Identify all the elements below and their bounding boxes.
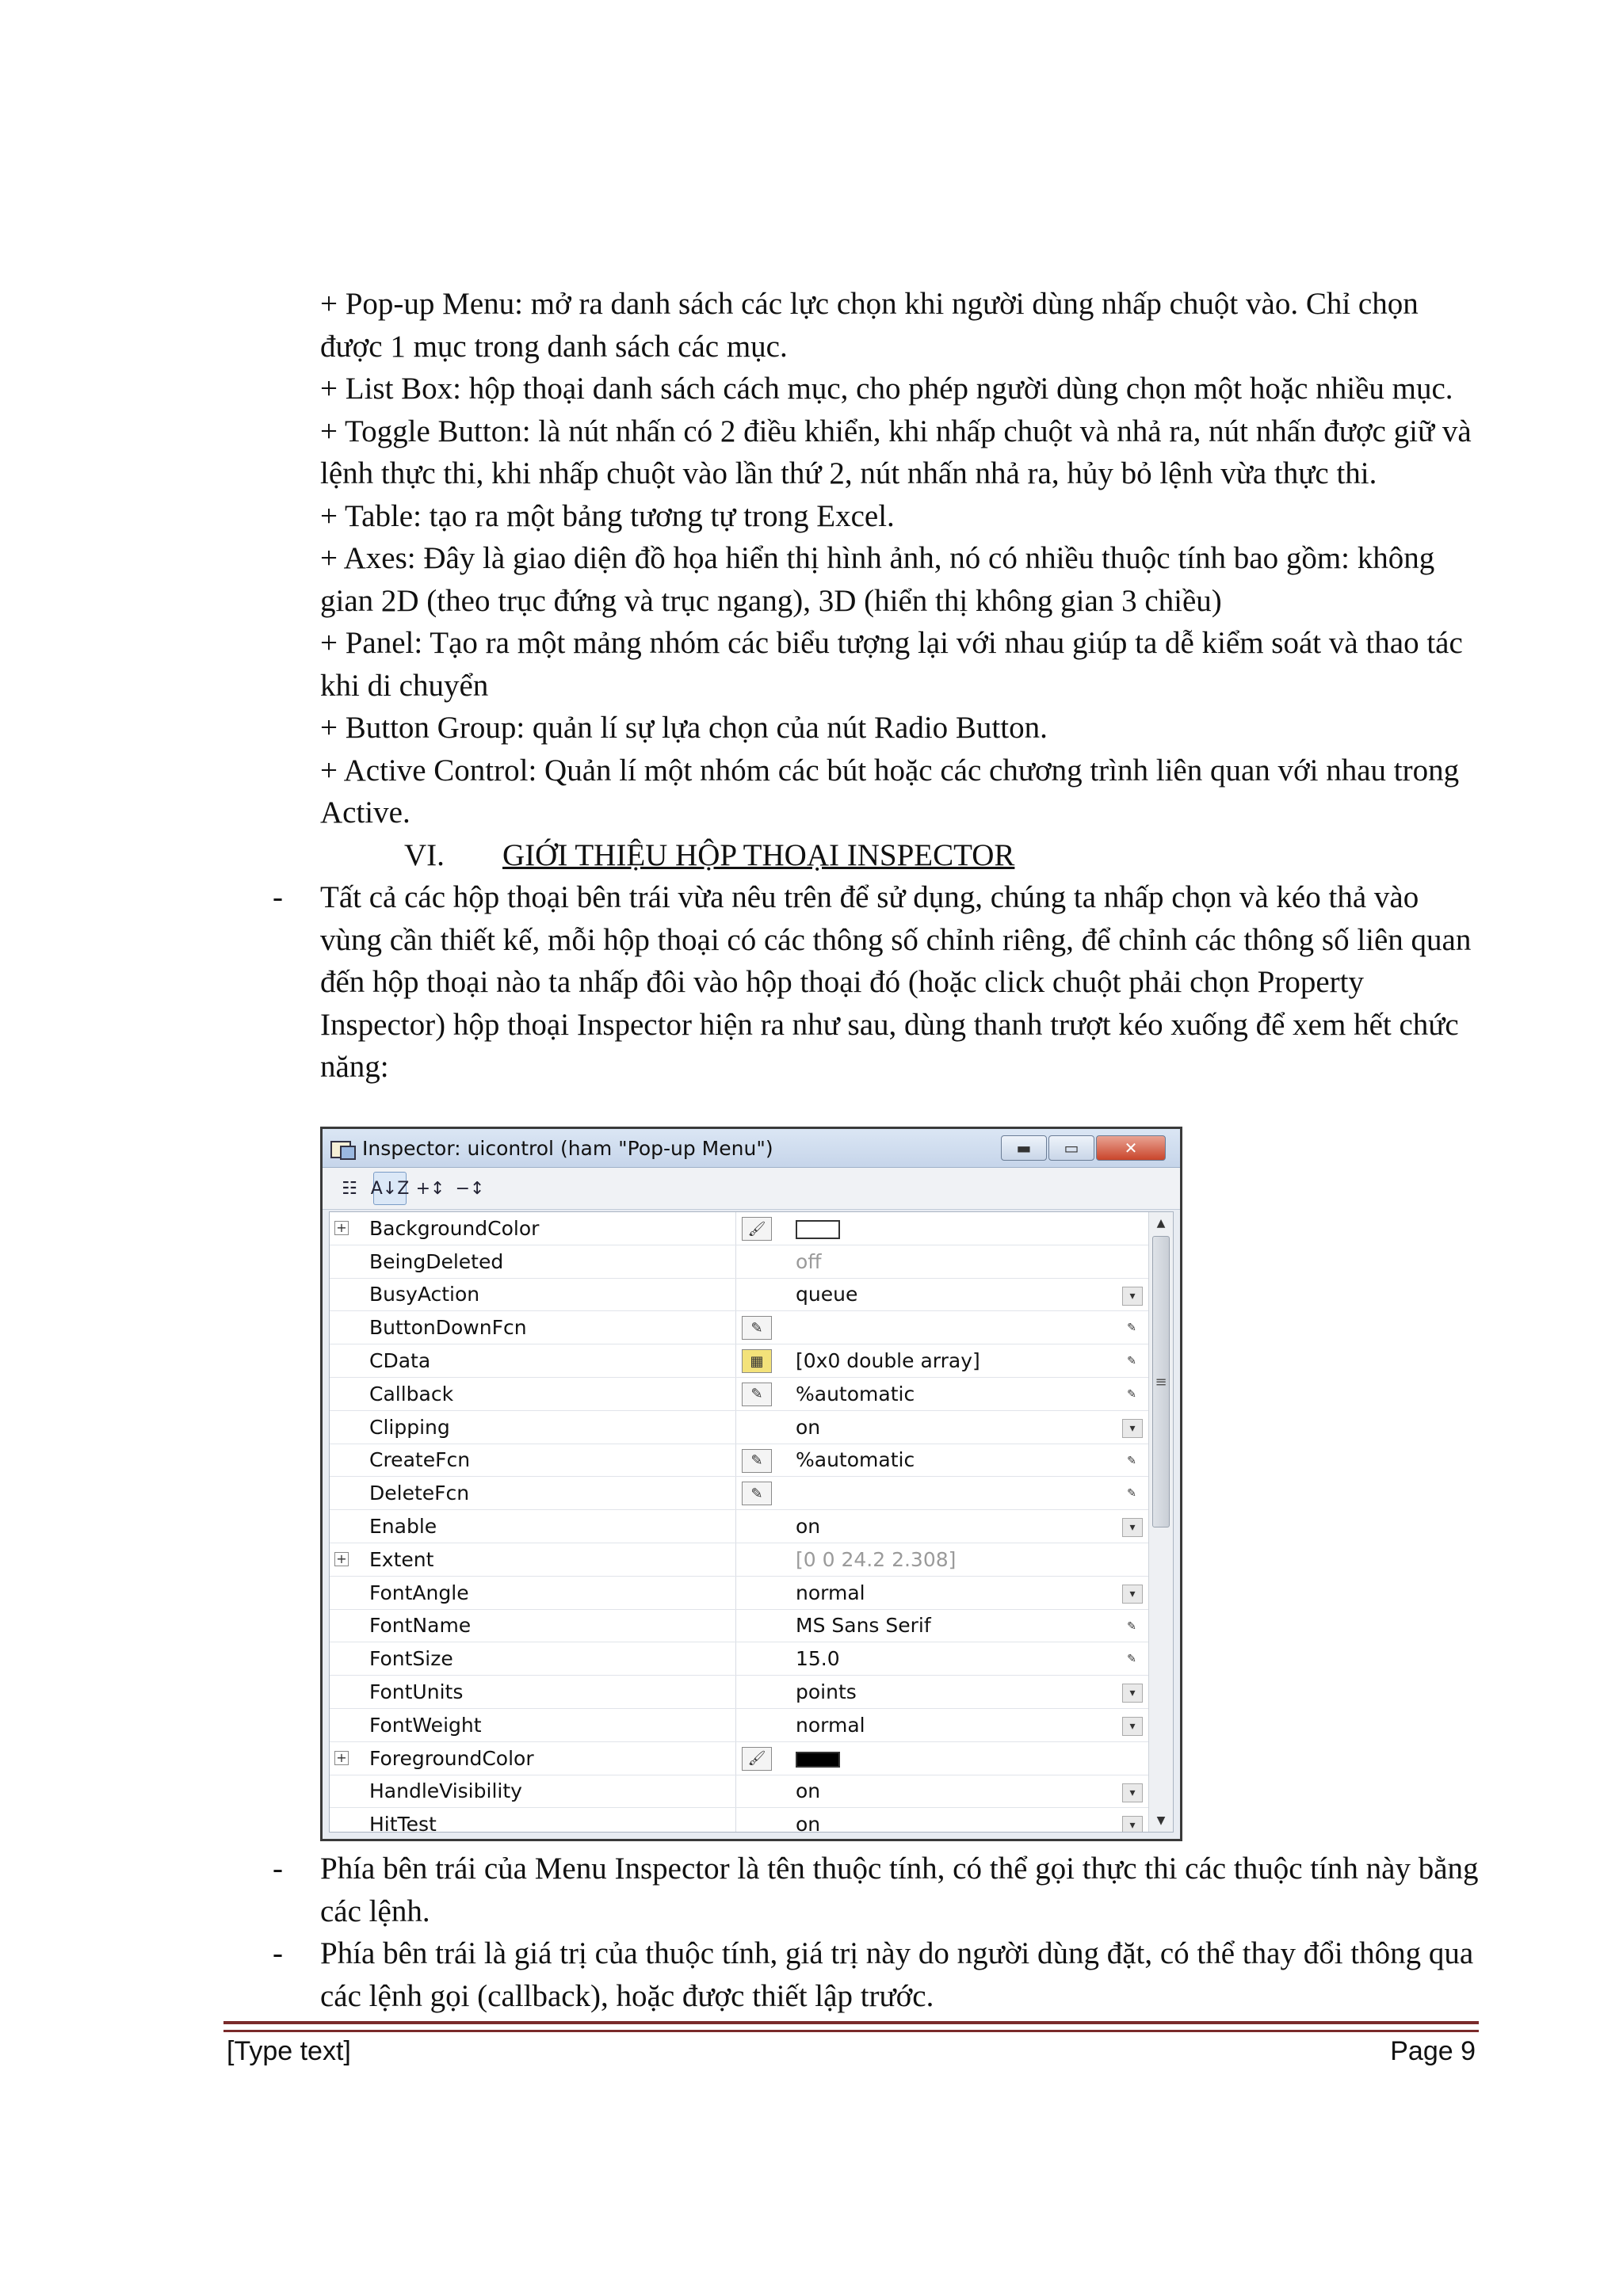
inspector-app-icon <box>330 1138 354 1158</box>
paragraph-axes: + Axes: Đây là giao diện đồ họa hiển thị hình ảnh, nó có nhiều thuộc tính bao gồm: không gian 2D (theo trục đứng và trục ngang), 3D (hiển thị không gian 3 chiều) <box>320 541 1435 618</box>
property-value[interactable]: 15.0 <box>796 1647 840 1671</box>
paragraph-panel: + Panel: Tạo ra một mảng nhóm các biểu tượng lại với nhau giúp ta dễ kiểm soát và thao tác khi di chuyển <box>320 626 1463 703</box>
bullet-mark: - <box>273 1852 283 1886</box>
column-divider <box>735 1775 736 1808</box>
property-row[interactable] <box>330 1510 1173 1543</box>
bullet-property-names <box>273 1848 1485 1932</box>
dropdown-arrow-icon[interactable]: ▾ <box>1122 1717 1143 1736</box>
pencil-edit-icon[interactable]: ✎ <box>742 1383 772 1406</box>
property-name: Callback <box>369 1382 454 1405</box>
edit-pen-icon[interactable]: ✎ <box>1127 1454 1136 1467</box>
dropdown-arrow-icon[interactable]: ▾ <box>1122 1287 1143 1306</box>
edit-pen-icon[interactable]: ✎ <box>1127 1387 1136 1401</box>
property-name: BackgroundColor <box>369 1216 540 1240</box>
paint-bucket-icon[interactable]: 🖌 <box>742 1747 772 1771</box>
bullet-property-names-text: Phía bên trái của Menu Inspector là tên thuộc tính, có thể gọi thực thi các thuộc tính này bằng các lệnh. <box>320 1852 1479 1928</box>
scroll-up-arrow-icon[interactable]: ▲ <box>1156 1217 1166 1230</box>
section-heading <box>320 834 1485 877</box>
collapse-all-icon[interactable]: −↕ <box>455 1178 485 1199</box>
property-name: DeleteFcn <box>369 1482 470 1505</box>
column-divider <box>735 1610 736 1642</box>
property-row[interactable] <box>330 1378 1173 1411</box>
inspector-window <box>320 1127 1182 1841</box>
property-value[interactable]: [0x0 double array] <box>796 1349 980 1373</box>
inspector-toolbar <box>323 1168 1180 1210</box>
property-name: Enable <box>369 1515 437 1539</box>
paint-bucket-icon[interactable]: 🖌 <box>742 1217 772 1241</box>
footer-divider <box>223 2021 1479 2032</box>
property-name: FontUnits <box>369 1680 464 1704</box>
column-divider <box>735 1245 736 1278</box>
property-value[interactable]: normal <box>796 1581 865 1604</box>
dropdown-arrow-icon[interactable]: ▾ <box>1122 1684 1143 1703</box>
column-divider <box>735 1477 736 1509</box>
property-value[interactable]: %automatic <box>796 1448 915 1472</box>
pencil-edit-icon[interactable]: ✎ <box>742 1482 772 1505</box>
property-row[interactable] <box>330 1279 1173 1312</box>
property-row[interactable] <box>330 1212 1173 1245</box>
property-row[interactable] <box>330 1344 1173 1378</box>
property-row[interactable] <box>330 1775 1173 1809</box>
property-value[interactable]: normal <box>796 1713 865 1737</box>
property-name: CreateFcn <box>369 1448 471 1472</box>
column-divider <box>735 1411 736 1444</box>
property-name: ForegroundColor <box>369 1746 534 1770</box>
edit-pen-icon[interactable]: ✎ <box>1127 1322 1136 1335</box>
maximize-button[interactable]: ▭ <box>1048 1135 1094 1161</box>
paragraph-active-control: + Active Control: Quản lí một nhóm các bút hoặc các chương trình liên quan với nhau trong Active. <box>320 753 1460 830</box>
explanation-text <box>273 1848 1485 2017</box>
property-row[interactable] <box>330 1610 1173 1643</box>
property-row[interactable] <box>330 1742 1173 1775</box>
property-value[interactable]: MS Sans Serif <box>796 1614 931 1638</box>
property-value[interactable]: on <box>796 1415 821 1439</box>
property-name: Clipping <box>369 1415 450 1439</box>
pencil-edit-icon[interactable]: ✎ <box>742 1316 772 1340</box>
edit-pen-icon[interactable]: ✎ <box>1127 1619 1136 1633</box>
property-value: off <box>796 1249 822 1273</box>
column-divider <box>735 1311 736 1344</box>
property-row[interactable] <box>330 1477 1173 1510</box>
bullet-mark: - <box>273 880 283 914</box>
property-value[interactable]: on <box>796 1515 821 1539</box>
paragraph-popup-menu: + Pop-up Menu: mở ra danh sách các lực chọn khi người dùng nhấp chuột vào. Chỉ chọn được 1 mục trong danh sách các mục. <box>320 287 1419 364</box>
body-text <box>273 283 1485 1089</box>
scroll-down-arrow-icon[interactable]: ▼ <box>1156 1814 1166 1827</box>
bullet-property-values <box>273 1932 1485 2017</box>
property-row[interactable] <box>330 1311 1173 1344</box>
paragraph-toggle-button: + Toggle Button: là nút nhấn có 2 điều khiển, khi nhấp chuột và nhả ra, nút nhấn được giữ và lệnh thực thi, khi nhấp chuột vào lần thứ 2, nút nhấn nhả ra, hủy bỏ lệnh vừa thực thi. <box>320 414 1472 490</box>
heading-number: VI. <box>404 837 445 872</box>
dropdown-arrow-icon[interactable]: ▾ <box>1122 1783 1143 1802</box>
minimize-button[interactable]: ▬ <box>1001 1135 1047 1161</box>
property-name: ButtonDownFcn <box>369 1316 527 1340</box>
column-divider <box>735 1742 736 1775</box>
property-row[interactable] <box>330 1642 1173 1676</box>
inspector-title: Inspector: uicontrol (ham "Pop-up Menu") <box>362 1136 773 1160</box>
property-value[interactable]: on <box>796 1813 821 1833</box>
property-row[interactable] <box>330 1577 1173 1610</box>
property-value[interactable]: queue <box>796 1283 858 1306</box>
dropdown-arrow-icon[interactable]: ▾ <box>1122 1585 1143 1604</box>
color-swatch[interactable] <box>796 1752 840 1768</box>
column-divider <box>735 1642 736 1675</box>
property-name: FontName <box>369 1614 472 1638</box>
dropdown-arrow-icon[interactable]: ▾ <box>1122 1816 1143 1833</box>
dropdown-arrow-icon[interactable]: ▾ <box>1122 1518 1143 1537</box>
column-divider <box>735 1577 736 1609</box>
column-divider <box>735 1378 736 1410</box>
property-value[interactable]: on <box>796 1779 821 1803</box>
array-grid-icon[interactable]: ▦ <box>742 1349 772 1373</box>
property-row[interactable] <box>330 1543 1173 1577</box>
footer-left-text: [Type text] <box>227 2036 351 2066</box>
property-grid <box>329 1211 1174 1833</box>
property-row[interactable] <box>330 1709 1173 1742</box>
paragraph-button-group: + Button Group: quản lí sự lựa chọn của nút Radio Button. <box>320 711 1048 745</box>
property-name: BusyAction <box>369 1283 480 1306</box>
property-row[interactable] <box>330 1676 1173 1709</box>
property-name: BeingDeleted <box>369 1249 504 1273</box>
property-value[interactable]: points <box>796 1680 857 1704</box>
property-value: [0 0 24.2 2.308] <box>796 1547 957 1571</box>
paragraph-table: + Table: tạo ra một bảng tương tự trong Excel. <box>320 498 895 533</box>
heading-title: GIỚI THIỆU HỘP THOẠI INSPECTOR <box>502 837 1015 872</box>
property-row[interactable] <box>330 1245 1173 1279</box>
property-name: FontWeight <box>369 1713 482 1737</box>
scroll-thumb[interactable]: ≡ <box>1152 1236 1170 1527</box>
property-name: HitTest <box>369 1813 437 1833</box>
property-name: FontSize <box>369 1647 453 1671</box>
intro-bullet-text: Tất cả các hộp thoại bên trái vừa nêu trên để sử dụng, chúng ta nhấp chọn và kéo thả vào vùng cần thiết kế, mỗi hộp thoại có các thông số chỉnh riêng, để chỉnh các thông số liên quan đến hộp thoại nào ta nhấp đôi vào hộp thoại đó (hoặc click chuột phải chọn Property Inspector) hộp thoại Inspector hiện ra như sau, dùng thanh trượt kéo xuống để xem hết chức năng: <box>320 880 1472 1084</box>
column-divider <box>735 1344 736 1377</box>
inspector-titlebar[interactable] <box>323 1129 1180 1168</box>
edit-pen-icon[interactable]: ✎ <box>1127 1487 1136 1501</box>
column-divider <box>735 1676 736 1708</box>
property-row[interactable] <box>330 1444 1173 1478</box>
property-row[interactable] <box>330 1411 1173 1444</box>
page-number: Page 9 <box>1390 2036 1476 2066</box>
property-value[interactable]: %automatic <box>796 1382 915 1405</box>
column-divider <box>735 1808 736 1833</box>
pencil-edit-icon[interactable]: ✎ <box>742 1449 772 1473</box>
vertical-scrollbar[interactable] <box>1148 1212 1173 1832</box>
column-divider <box>735 1510 736 1543</box>
edit-pen-icon[interactable]: ✎ <box>1127 1355 1136 1368</box>
column-divider <box>735 1444 736 1477</box>
expand-plus-icon[interactable]: + <box>334 1552 349 1566</box>
property-row[interactable] <box>330 1808 1173 1833</box>
close-button[interactable]: ✕ <box>1096 1135 1166 1161</box>
dropdown-arrow-icon[interactable]: ▾ <box>1122 1419 1143 1438</box>
sort-alphabetical-icon[interactable]: A↓Z <box>373 1172 407 1205</box>
intro-bullet <box>273 876 1485 1089</box>
property-name: CData <box>369 1349 431 1373</box>
column-divider <box>735 1709 736 1741</box>
categorized-view-icon[interactable]: ☷ <box>342 1178 357 1199</box>
expand-all-icon[interactable]: +↕ <box>415 1178 445 1199</box>
color-swatch[interactable] <box>796 1220 840 1239</box>
edit-pen-icon[interactable]: ✎ <box>1127 1653 1136 1666</box>
bullet-property-values-text: Phía bên trái là giá trị của thuộc tính, giá trị này do người dùng đặt, có thể thay đổi thông qua các lệnh gọi (callback), hoặc được thiết lập trước. <box>320 1936 1474 2013</box>
property-name: Extent <box>369 1547 434 1571</box>
property-name: HandleVisibility <box>369 1779 522 1803</box>
property-name: FontAngle <box>369 1581 469 1604</box>
bullet-mark: - <box>273 1936 283 1970</box>
column-divider <box>735 1279 736 1311</box>
column-divider <box>735 1543 736 1576</box>
paragraph-list-box: + List Box: hộp thoại danh sách cách mục, cho phép người dùng chọn một hoặc nhiều mục. <box>320 372 1453 406</box>
column-divider <box>735 1212 736 1245</box>
expand-plus-icon[interactable]: + <box>334 1221 349 1235</box>
expand-plus-icon[interactable]: + <box>334 1751 349 1765</box>
